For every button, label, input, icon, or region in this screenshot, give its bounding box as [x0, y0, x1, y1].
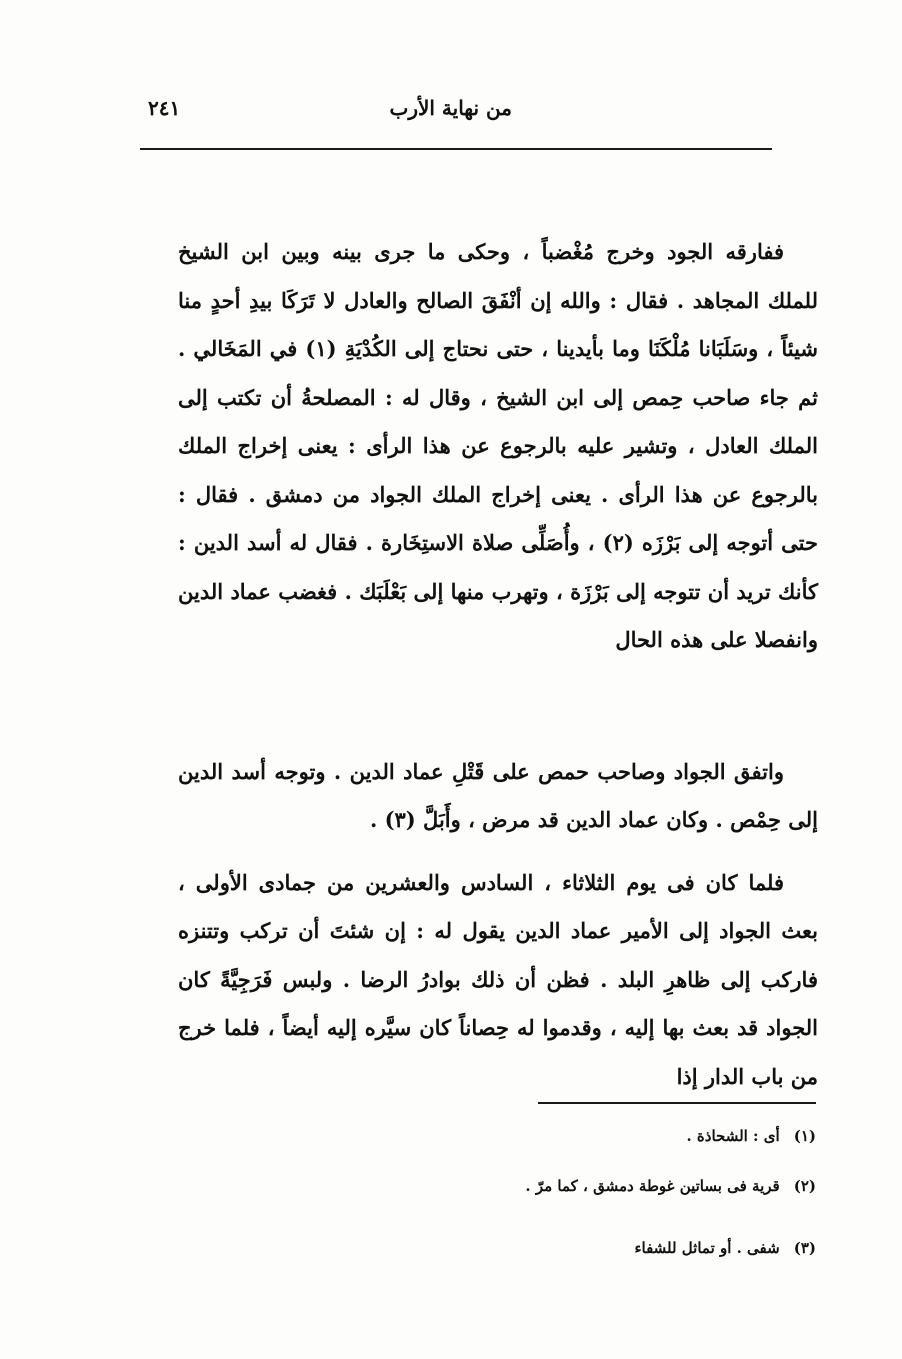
- paragraph-gap: [178, 845, 818, 859]
- footnote-2: [316, 1176, 816, 1196]
- footnotes: [316, 1126, 816, 1258]
- page-header: [140, 96, 772, 136]
- body-text: [178, 228, 818, 1101]
- paragraph-3: فلما كان فى يوم الثلاثاء ، السادس والعشرين من جمادى الأولى ، بعث الجواد إلى الأمير عماد الدين يقول له : إن شئتَ أن تركب وتتنزه فاركب إلى ظاهرِ البلد . فظن أن ذلك بوادرُ الرضا . ولبس فَرَجِيَّةً كان الجواد قد بعث بها إليه ، وقدموا له حِصاناً كان سيَّره إليه أيضاً ، فلما خرج من باب الدار إذا: [178, 869, 818, 1089]
- footnote-number: (١): [793, 1127, 816, 1145]
- page-number: ٢٤١: [148, 96, 181, 120]
- paragraph-gap: [178, 665, 818, 748]
- paragraph-2: واتفق الجواد وصاحب حمص على قَتْلِ عماد الدين . وتوجه أسد الدين إلى حِمْص . وكان عماد الدين قد مرض ، وأَبَلَّ (٣) .: [178, 758, 818, 832]
- paragraph-1: ففارقه الجود وخرج مُغْضباً ، وحكى ما جرى بينه وبين ابن الشيخ للملك المجاهد . فقال : والله إن أنْفَقَ الصالح والعادل لا تَرَكَا بيدِ أحدٍ منا شيئاً ، وسَلَبَانا مُلْكَنَا وما بأيدينا ، حتى نحتاج إلى الكُدْيَةِ (١) في المَخَالي . ثم جاء صاحب حِمص إلى ابن الشيخ ، وقال له : المصلحةُ أن تكتب إلى الملك العادل ، وتشير عليه بالرجوع عن هذا الرأى : يعنى إخراج الملك بالرجوع عن هذا الرأى . يعنى إخراج الملك الجواد من دمشق . فقال : حتى أتوجه إلى بَرْزَه (٢) ، وأُصَلِّى صلاة الاستِخَارة . فقال له أسد الدين : كأنك تريد أن تتوجه إلى بَرْزَة ، وتهرب منها إلى بَعْلَبَك . فغضب عماد الدين وانفصلا على هذه الحال: [178, 239, 818, 652]
- footnote-1: [316, 1126, 816, 1146]
- footnote-number: (٢): [793, 1177, 816, 1195]
- footnote-3: [316, 1238, 816, 1258]
- footnote-rule: [538, 1102, 816, 1104]
- header-rule: [140, 148, 772, 150]
- running-title: من نهاية الأرب: [389, 96, 512, 120]
- footnote-text: قرية فى بساتين غوطة دمشق ، كما مرّ .: [525, 1177, 780, 1195]
- footnote-text: شفى . أو تماثل للشفاء: [634, 1239, 780, 1257]
- footnote-text: أى : الشحاذة .: [686, 1127, 780, 1145]
- footnote-number: (٣): [793, 1239, 816, 1257]
